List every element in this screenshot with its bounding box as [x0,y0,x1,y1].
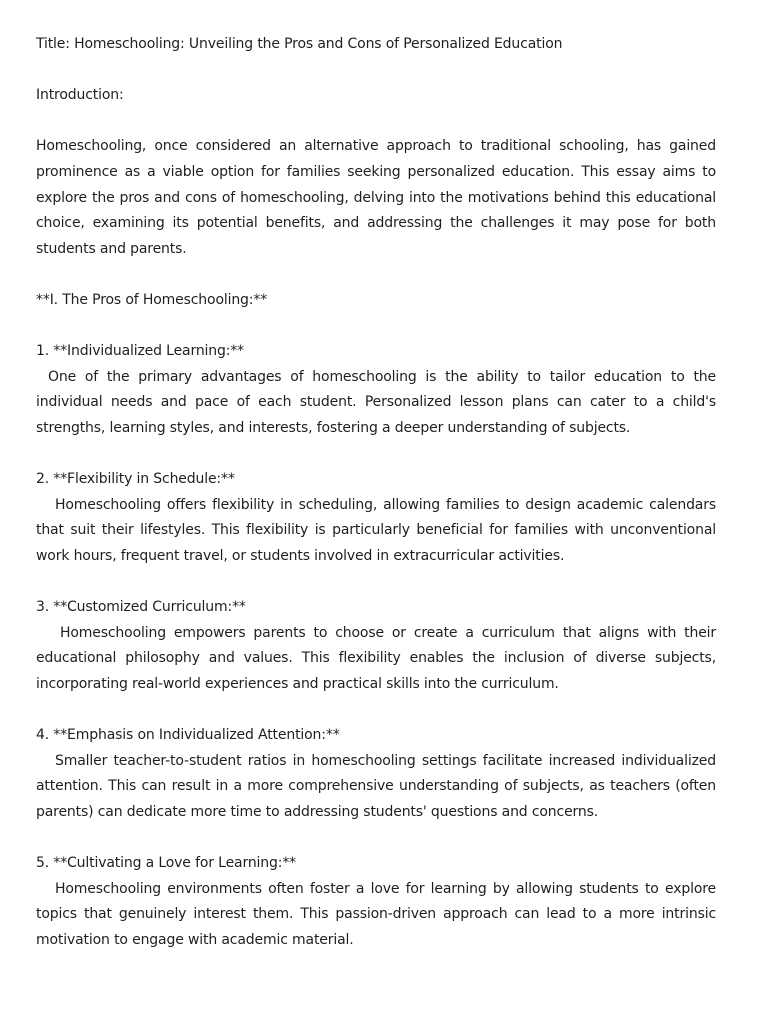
spacer [36,569,716,595]
intro-heading: Introduction: [36,87,124,104]
point-5-body: Homeschooling environments often foster a love for learning by allowing students to explore topics that genuinely interest them. This passion-driven approach can lead to a more intrinsic motivation to engage with academic material. [36,880,716,948]
point-3-body: Homeschooling empowers parents to choose or create a curriculum that aligns with their educational philosophy and values. This flexibility enables the inclusion of diverse subjects, incorporating real-world experiences and practical skills into the curriculum. [36,624,716,692]
point-2-body: Homeschooling offers flexibility in scheduling, allowing families to design academic calendars that suit their lifestyles. This flexibility is particularly beneficial for families with unconventional work hours, frequent travel, or students involved in extracurricular activities. [36,496,716,564]
document-title: Title: Homeschooling: Unveiling the Pros and Cons of Personalized Education [36,36,563,52]
spacer [36,697,716,723]
spacer [36,58,716,84]
spacer [36,825,716,851]
spacer [36,109,716,135]
point-1-heading: 1. **Individualized Learning:** [36,343,245,360]
section-heading-pros: **I. The Pros of Homeschooling:** [36,291,268,308]
document-page [36,32,716,953]
intro-paragraph: Homeschooling, once considered an alternative approach to traditional schooling, has gained prominence as a viable option for families seeking personalized education. This essay aims to explore the pros and cons of homeschooling, delving into the motivations behind this educational choice, examining its potential benefits, and addressing the challenges it may pose for both students and parents. [36,138,716,257]
point-3-heading: 3. **Customized Curriculum:** [36,599,246,616]
point-2-heading: 2. **Flexibility in Schedule:** [36,471,235,488]
spacer [36,442,716,468]
point-1-body: One of the primary advantages of homeschooling is the ability to tailor education to the individual needs and pace of each student. Personalized lesson plans can cater to a child's strengths, learning styles, and interests, fostering a deeper understanding of subjects. [36,368,716,436]
point-4-body: Smaller teacher-to-student ratios in homeschooling settings facilitate increased individualized attention. This can result in a more comprehensive understanding of subjects, as teachers (often parents) can dedicate more time to addressing students' questions and concerns. [36,752,716,820]
point-4-heading: 4. **Emphasis on Individualized Attention:** [36,727,340,744]
spacer [36,314,716,340]
spacer [36,262,716,288]
point-5-heading: 5. **Cultivating a Love for Learning:** [36,855,297,871]
